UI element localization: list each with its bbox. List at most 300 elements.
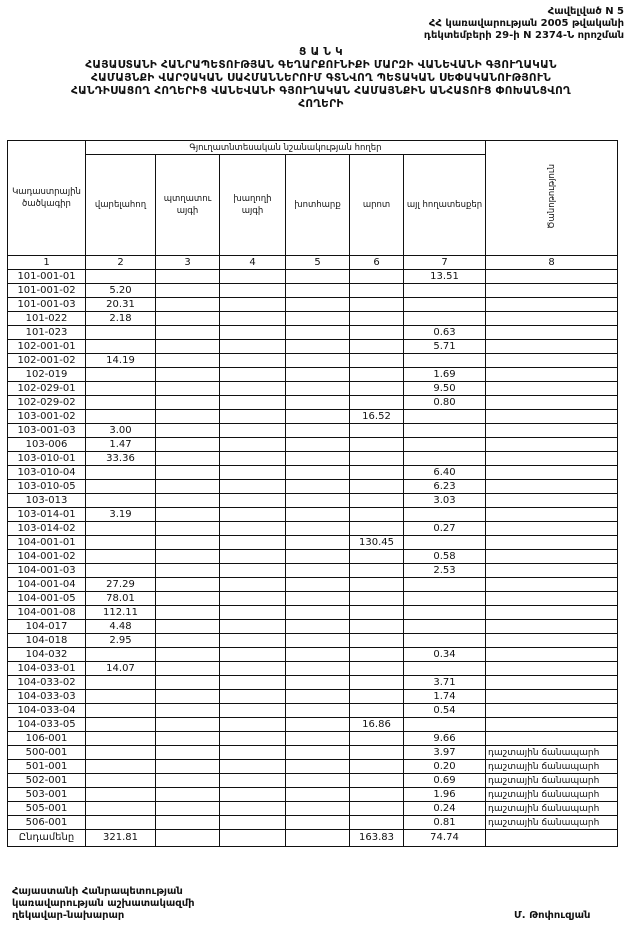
- cell-hayfield: [286, 410, 350, 424]
- cell-hayfield: [286, 578, 350, 592]
- cell-code: 503-001: [8, 788, 86, 802]
- title-line-2: ՀԱՅԱՍՏԱՆԻ ՀԱՆՐԱՊԵՏՈՒԹՅԱՆ ԳԵՂԱՐՔՈՒՆԻՔԻ ՄԱՐԶԻ ՎԱՆԵՎԱՆԻ ԳՅՈՒՂԱԿԱՆ: [85, 59, 557, 71]
- cell-note: [486, 368, 618, 382]
- cell-orchard: [156, 284, 220, 298]
- cell-vineyard: [220, 648, 286, 662]
- cell-pasture: [350, 690, 404, 704]
- cell-vineyard: [220, 592, 286, 606]
- cell-pasture: [350, 746, 404, 760]
- cell-arable: [86, 550, 156, 564]
- cell-code: 501-001: [8, 760, 86, 774]
- cell-hayfield: [286, 648, 350, 662]
- cell-vineyard: [220, 284, 286, 298]
- table-row: [8, 298, 618, 312]
- cell-other: [404, 452, 486, 466]
- cell-pasture: [350, 634, 404, 648]
- cell-note: [486, 592, 618, 606]
- cell-arable: [86, 396, 156, 410]
- document-title: [0, 46, 642, 111]
- header-note-label: Ծանոթություն: [546, 163, 557, 229]
- cell-other: 1.96: [404, 788, 486, 802]
- cell-code: 104-001-04: [8, 578, 86, 592]
- cell-arable: [86, 480, 156, 494]
- cell-hayfield: [286, 396, 350, 410]
- cell-vineyard: [220, 732, 286, 746]
- cell-other: 1.74: [404, 690, 486, 704]
- cell-vineyard: [220, 326, 286, 340]
- cell-vineyard: [220, 620, 286, 634]
- cell-vineyard: [220, 564, 286, 578]
- cell-other: [404, 592, 486, 606]
- cell-code: 500-001: [8, 746, 86, 760]
- cell-pasture: [350, 340, 404, 354]
- cell-pasture: 16.86: [350, 718, 404, 732]
- cell-vineyard: [220, 480, 286, 494]
- cell-code: 505-001: [8, 802, 86, 816]
- column-number: 3: [156, 256, 220, 270]
- cell-vineyard: [220, 368, 286, 382]
- cell-vineyard: [220, 788, 286, 802]
- cell-vineyard: [220, 494, 286, 508]
- cell-pasture: [350, 480, 404, 494]
- cell-pasture: [350, 578, 404, 592]
- cell-other: 3.03: [404, 494, 486, 508]
- column-number-row: [8, 256, 618, 270]
- cell-note: [486, 410, 618, 424]
- cell-orchard: [156, 508, 220, 522]
- cell-vineyard: [220, 760, 286, 774]
- cell-note: դաշտային ճանապարհ: [486, 760, 618, 774]
- cell-note: [486, 312, 618, 326]
- cell-note: [486, 578, 618, 592]
- cell-note: [486, 340, 618, 354]
- cell-pasture: [350, 284, 404, 298]
- cell-hayfield: [286, 718, 350, 732]
- cell-code: 104-033-02: [8, 676, 86, 690]
- cell-vineyard: [220, 578, 286, 592]
- cell-note: [486, 382, 618, 396]
- cell-note: [486, 396, 618, 410]
- signatory-title: [12, 886, 195, 922]
- table-row: [8, 326, 618, 340]
- cell-orchard: [156, 396, 220, 410]
- cell-code: 104-001-05: [8, 592, 86, 606]
- cell-orchard: [156, 620, 220, 634]
- cell-code: 103-014-01: [8, 508, 86, 522]
- column-number: 8: [486, 256, 618, 270]
- table-row: [8, 634, 618, 648]
- cell-pasture: [350, 494, 404, 508]
- cell-other: [404, 634, 486, 648]
- cell-pasture: 16.52: [350, 410, 404, 424]
- cell-hayfield: [286, 438, 350, 452]
- cell-vineyard: [220, 312, 286, 326]
- cell-hayfield: [286, 550, 350, 564]
- cell-note: [486, 298, 618, 312]
- cell-orchard: [156, 564, 220, 578]
- cell-orchard: [156, 312, 220, 326]
- table-row: [8, 494, 618, 508]
- cell-hayfield: [286, 760, 350, 774]
- table-row: [8, 354, 618, 368]
- cell-arable: 20.31: [86, 298, 156, 312]
- cell-code: 102-029-01: [8, 382, 86, 396]
- cell-pasture: [350, 606, 404, 620]
- cell-arable: 33.36: [86, 452, 156, 466]
- cell-other: 0.58: [404, 550, 486, 564]
- cell-note: դաշտային ճանապարհ: [486, 774, 618, 788]
- cell-code: 102-001-02: [8, 354, 86, 368]
- cell-vineyard: [220, 634, 286, 648]
- cell-orchard: [156, 550, 220, 564]
- table-row: [8, 312, 618, 326]
- cell-code: 102-029-02: [8, 396, 86, 410]
- cell-hayfield: [286, 326, 350, 340]
- table-row: [8, 690, 618, 704]
- cell-arable: [86, 690, 156, 704]
- cell-code: 103-001-02: [8, 410, 86, 424]
- table-row: [8, 662, 618, 676]
- cell-pasture: [350, 662, 404, 676]
- cell-arable: [86, 382, 156, 396]
- cell-arable: 5.20: [86, 284, 156, 298]
- cell-pasture: [350, 648, 404, 662]
- cell-other: [404, 410, 486, 424]
- cell-other: 0.24: [404, 802, 486, 816]
- cell-arable: [86, 564, 156, 578]
- total-label: Ընդամենը: [8, 830, 86, 847]
- cell-arable: 2.95: [86, 634, 156, 648]
- cell-code: 502-001: [8, 774, 86, 788]
- cell-orchard: [156, 774, 220, 788]
- cell-orchard: [156, 522, 220, 536]
- cell-orchard: [156, 802, 220, 816]
- cell-vineyard: [220, 466, 286, 480]
- signatory-line-1: Հայաստանի Հանրապետության: [12, 886, 183, 897]
- cell-note: [486, 494, 618, 508]
- cell-note: [486, 732, 618, 746]
- total-arable: 321.81: [86, 830, 156, 847]
- cell-vineyard: [220, 690, 286, 704]
- cell-other: 9.50: [404, 382, 486, 396]
- cell-vineyard: [220, 536, 286, 550]
- cell-note: [486, 466, 618, 480]
- cell-note: դաշտային ճանապարհ: [486, 802, 618, 816]
- cell-other: [404, 424, 486, 438]
- cell-pasture: [350, 466, 404, 480]
- cell-other: [404, 354, 486, 368]
- cell-code: 104-001-02: [8, 550, 86, 564]
- cell-hayfield: [286, 676, 350, 690]
- cell-hayfield: [286, 746, 350, 760]
- cell-orchard: [156, 298, 220, 312]
- table-row: [8, 340, 618, 354]
- cell-hayfield: [286, 536, 350, 550]
- table-row: [8, 606, 618, 620]
- cell-arable: [86, 410, 156, 424]
- cell-arable: 112.11: [86, 606, 156, 620]
- cell-pasture: 130.45: [350, 536, 404, 550]
- cell-orchard: [156, 368, 220, 382]
- cell-arable: [86, 774, 156, 788]
- cell-note: [486, 662, 618, 676]
- cell-arable: [86, 802, 156, 816]
- cell-hayfield: [286, 634, 350, 648]
- cell-vineyard: [220, 774, 286, 788]
- table-row: [8, 620, 618, 634]
- table-row: [8, 788, 618, 802]
- cell-vineyard: [220, 410, 286, 424]
- cell-code: 101-001-01: [8, 270, 86, 284]
- table-row: [8, 592, 618, 606]
- cell-arable: [86, 816, 156, 830]
- table-row: [8, 718, 618, 732]
- total-hayfield: [286, 830, 350, 847]
- cell-note: [486, 718, 618, 732]
- cell-hayfield: [286, 662, 350, 676]
- cell-hayfield: [286, 382, 350, 396]
- cell-vineyard: [220, 298, 286, 312]
- cell-arable: [86, 676, 156, 690]
- cell-orchard: [156, 424, 220, 438]
- cell-hayfield: [286, 802, 350, 816]
- table-row: [8, 452, 618, 466]
- cell-other: 3.71: [404, 676, 486, 690]
- annex-decree-date: դեկտեմբերի 29-ի N 2374-Ն որոշման: [423, 30, 624, 41]
- cell-other: 2.53: [404, 564, 486, 578]
- cell-orchard: [156, 788, 220, 802]
- cell-pasture: [350, 620, 404, 634]
- cell-pasture: [350, 592, 404, 606]
- table-row: [8, 424, 618, 438]
- cell-arable: [86, 466, 156, 480]
- cell-hayfield: [286, 424, 350, 438]
- cell-orchard: [156, 410, 220, 424]
- cell-other: [404, 536, 486, 550]
- column-number: 7: [404, 256, 486, 270]
- cell-orchard: [156, 634, 220, 648]
- cell-pasture: [350, 382, 404, 396]
- cell-hayfield: [286, 368, 350, 382]
- header-cadastre-code: Կադաստրային ծածկագիր: [8, 141, 86, 256]
- cell-code: 104-017: [8, 620, 86, 634]
- header-note: [486, 141, 618, 256]
- cell-pasture: [350, 788, 404, 802]
- cell-code: 104-033-04: [8, 704, 86, 718]
- table-row: [8, 382, 618, 396]
- cell-note: [486, 676, 618, 690]
- cell-code: 104-032: [8, 648, 86, 662]
- cell-orchard: [156, 746, 220, 760]
- cell-pasture: [350, 732, 404, 746]
- cell-other: 0.34: [404, 648, 486, 662]
- table-row: [8, 368, 618, 382]
- annex-reference: [384, 6, 624, 42]
- cell-vineyard: [220, 270, 286, 284]
- title-line-4: ՀԱՆԴԻՍԱՑՈՂ ՀՈՂԵՐԻՑ ՎԱՆԵՎԱՆԻ ԳՅՈՒՂԱԿԱՆ ՀԱՄԱՅՆՔԻՆ ԱՆՀԱՏՈՒՑ ՓՈԽԱՆՑՎՈՂ: [71, 85, 571, 97]
- cell-vineyard: [220, 718, 286, 732]
- cell-code: 101-023: [8, 326, 86, 340]
- cell-orchard: [156, 592, 220, 606]
- cell-note: [486, 354, 618, 368]
- cell-pasture: [350, 704, 404, 718]
- cell-hayfield: [286, 690, 350, 704]
- cell-hayfield: [286, 606, 350, 620]
- cell-orchard: [156, 536, 220, 550]
- cell-orchard: [156, 704, 220, 718]
- table-row: [8, 760, 618, 774]
- cell-note: [486, 550, 618, 564]
- cell-other: 6.23: [404, 480, 486, 494]
- cell-other: 0.80: [404, 396, 486, 410]
- cell-other: 13.51: [404, 270, 486, 284]
- cell-orchard: [156, 494, 220, 508]
- cell-hayfield: [286, 270, 350, 284]
- table-row: [8, 578, 618, 592]
- cell-pasture: [350, 396, 404, 410]
- cell-note: [486, 270, 618, 284]
- cell-arable: 1.47: [86, 438, 156, 452]
- cell-note: [486, 284, 618, 298]
- cell-vineyard: [220, 816, 286, 830]
- table-row: [8, 270, 618, 284]
- cell-orchard: [156, 270, 220, 284]
- cell-vineyard: [220, 396, 286, 410]
- cell-other: 1.69: [404, 368, 486, 382]
- cell-note: [486, 704, 618, 718]
- land-register-table: [7, 140, 618, 847]
- cell-pasture: [350, 816, 404, 830]
- cell-note: [486, 522, 618, 536]
- cell-code: 104-033-05: [8, 718, 86, 732]
- cell-pasture: [350, 438, 404, 452]
- cell-note: [486, 480, 618, 494]
- cell-code: 103-010-01: [8, 452, 86, 466]
- cell-note: [486, 508, 618, 522]
- cell-hayfield: [286, 508, 350, 522]
- cell-hayfield: [286, 312, 350, 326]
- cell-code: 106-001: [8, 732, 86, 746]
- cell-code: 104-001-08: [8, 606, 86, 620]
- cell-vineyard: [220, 508, 286, 522]
- cell-vineyard: [220, 676, 286, 690]
- cell-vineyard: [220, 746, 286, 760]
- cell-note: [486, 648, 618, 662]
- cell-pasture: [350, 676, 404, 690]
- header-agricultural-land: Գյուղատնտեսական նշանակության հողեր: [86, 141, 486, 155]
- cell-arable: [86, 522, 156, 536]
- cell-hayfield: [286, 340, 350, 354]
- cell-hayfield: [286, 284, 350, 298]
- cell-other: 9.66: [404, 732, 486, 746]
- cell-vineyard: [220, 354, 286, 368]
- cell-orchard: [156, 354, 220, 368]
- table-row: [8, 746, 618, 760]
- cell-orchard: [156, 676, 220, 690]
- cell-arable: [86, 270, 156, 284]
- cell-other: 0.20: [404, 760, 486, 774]
- cell-code: 102-001-01: [8, 340, 86, 354]
- cell-orchard: [156, 606, 220, 620]
- table-row: [8, 438, 618, 452]
- cell-arable: [86, 718, 156, 732]
- cell-orchard: [156, 326, 220, 340]
- header-hayfield: խոտհարք: [286, 155, 350, 256]
- cell-orchard: [156, 578, 220, 592]
- cell-arable: [86, 648, 156, 662]
- cell-arable: [86, 326, 156, 340]
- total-vineyard: [220, 830, 286, 847]
- table-row: [8, 802, 618, 816]
- cell-note: [486, 326, 618, 340]
- cell-arable: 4.48: [86, 620, 156, 634]
- total-pasture: 163.83: [350, 830, 404, 847]
- table-row: [8, 774, 618, 788]
- cell-arable: 27.29: [86, 578, 156, 592]
- cell-vineyard: [220, 340, 286, 354]
- cell-orchard: [156, 760, 220, 774]
- cell-pasture: [350, 550, 404, 564]
- header-arable: վարելահող: [86, 155, 156, 256]
- cell-orchard: [156, 466, 220, 480]
- cell-pasture: [350, 452, 404, 466]
- header-orchard: պտղատու այգի: [156, 155, 220, 256]
- cell-note: [486, 424, 618, 438]
- cell-vineyard: [220, 522, 286, 536]
- cell-other: [404, 508, 486, 522]
- total-other: 74.74: [404, 830, 486, 847]
- header-pasture: արոտ: [350, 155, 404, 256]
- cell-pasture: [350, 522, 404, 536]
- cell-other: [404, 662, 486, 676]
- cell-arable: 2.18: [86, 312, 156, 326]
- cell-note: դաշտային ճանապարհ: [486, 816, 618, 830]
- cell-pasture: [350, 802, 404, 816]
- cell-vineyard: [220, 550, 286, 564]
- table-row: [8, 564, 618, 578]
- cell-code: 102-019: [8, 368, 86, 382]
- cell-note: [486, 536, 618, 550]
- cell-arable: 14.19: [86, 354, 156, 368]
- cell-hayfield: [286, 466, 350, 480]
- cell-arable: 78.01: [86, 592, 156, 606]
- cell-pasture: [350, 564, 404, 578]
- cell-pasture: [350, 326, 404, 340]
- cell-other: [404, 620, 486, 634]
- cell-arable: [86, 704, 156, 718]
- table-row: [8, 466, 618, 480]
- column-number: 1: [8, 256, 86, 270]
- cell-note: [486, 564, 618, 578]
- cell-pasture: [350, 368, 404, 382]
- cell-hayfield: [286, 480, 350, 494]
- table-row: [8, 550, 618, 564]
- annex-decree-line: ՀՀ կառավարության 2005 թվականի: [428, 18, 624, 29]
- cell-note: [486, 620, 618, 634]
- signatory-line-2: կառավարության աշխատակազմի: [12, 898, 195, 909]
- cell-other: 0.81: [404, 816, 486, 830]
- annex-number: Հավելված N 5: [547, 6, 624, 17]
- header-other-land: այլ հողատեսքեր: [404, 155, 486, 256]
- cell-pasture: [350, 312, 404, 326]
- cell-hayfield: [286, 816, 350, 830]
- cell-vineyard: [220, 424, 286, 438]
- cell-pasture: [350, 774, 404, 788]
- cell-code: 104-018: [8, 634, 86, 648]
- cell-arable: [86, 760, 156, 774]
- cell-other: [404, 438, 486, 452]
- cell-other: [404, 606, 486, 620]
